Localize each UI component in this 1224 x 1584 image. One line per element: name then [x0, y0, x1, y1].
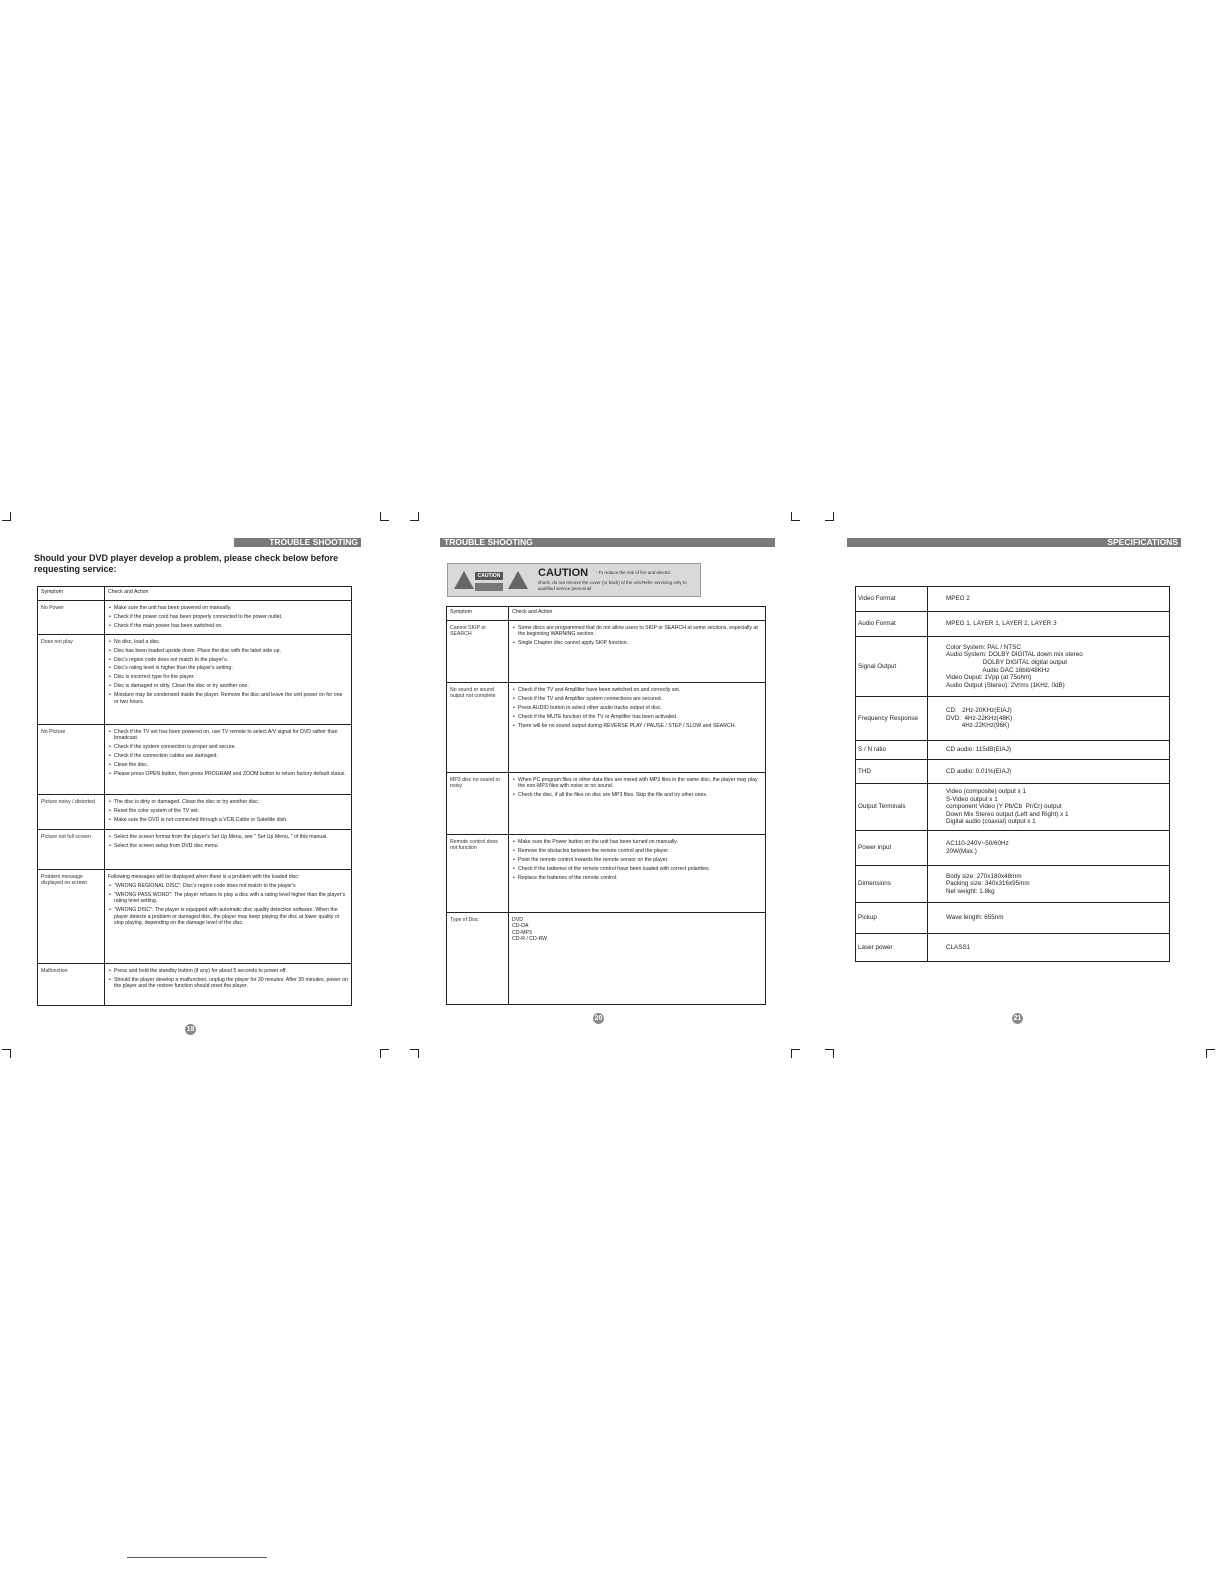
action-cell: [509, 835, 766, 913]
action-item: • Make sure the unit has been powered on manually.: [108, 605, 348, 611]
action-item: • Remove the obstacles between the remote control and the player.: [512, 848, 762, 854]
page-number: 21: [1013, 1015, 1022, 1022]
crop-mark: [791, 1049, 800, 1058]
crop-mark: [791, 512, 800, 521]
action-item: • Check if the batteries of the remote control have been loaded with correct polarities.: [512, 866, 762, 872]
action-item: • Disc is damaged or dirty. Clean the disc or try another one.: [108, 683, 348, 689]
spec-line: Net weight: 1.8kg: [946, 887, 995, 895]
table-row: [38, 794, 352, 829]
spec-value: [928, 903, 1170, 934]
spec-row: [856, 637, 1170, 697]
specifications-table: [855, 586, 1170, 962]
spec-line: Wave length: 655nm: [946, 914, 1004, 922]
column-header-action: Check and Action: [105, 587, 352, 601]
action-item: • The disc is dirty or damaged. Clean the disc or try another disc.: [108, 799, 348, 805]
spec-line: Body size: 270x180x48mm: [946, 872, 1022, 880]
symptom-cell: No sound or sound output not complete: [447, 683, 509, 773]
table-row: [447, 683, 766, 773]
action-item: • "WRONG DISC": The player is equipped with automatic disc quality detection software. When the player detects a problem or damaged disc, the player may keep playing the disc at lower quality or stop playing, depending on the damage level of the disc.: [108, 907, 348, 926]
spec-line: Audio System: DOLBY DIGITAL down mix stereo: [946, 651, 1083, 659]
spec-row: [856, 741, 1170, 760]
action-item: • Check if the system connection is proper and secure.: [108, 744, 348, 750]
action-item: • Check if the MUTE function of the TV or Amplifier has been activated.: [512, 714, 762, 720]
action-cell: [105, 601, 352, 635]
action-item: • Disc's rating level is higher than the player's setting.: [108, 665, 348, 671]
column-header-action: Check and Action: [509, 607, 766, 621]
spec-value: [928, 612, 1170, 637]
spec-line: 4Hz-22KHz(96K): [946, 722, 1010, 730]
caution-text-head: : To reduce the risk of fire and electric: [596, 570, 671, 575]
spec-line: MPEG 1, LAYER 1, LAYER 2, LAYER 3: [946, 620, 1057, 628]
spec-label: Video Format: [856, 587, 928, 612]
spec-label: Power input: [856, 831, 928, 866]
spec-line: CD audio: 115dB(EIAJ): [946, 746, 1011, 754]
link-underline: [127, 1557, 267, 1558]
action-item: • Check if the connection cables are damaged.: [108, 753, 348, 759]
symptom-cell: Problem message displayed on screen: [38, 869, 105, 963]
spec-row: [856, 831, 1170, 866]
troubleshooting-table-1: [37, 586, 352, 1006]
spec-label: Signal Output: [856, 637, 928, 697]
table-row: [38, 963, 352, 1005]
action-item: • Select the screen format from the player's Set Up Menu, see " Set Up Menu, " of this manual.: [108, 834, 348, 840]
spec-value: [928, 831, 1170, 866]
disc-type-line: CD-R / CD-RW: [512, 936, 548, 943]
table-row: [38, 724, 352, 794]
spec-line: Digital audio (coaxial) output x 1: [946, 818, 1036, 826]
spec-label: THD: [856, 760, 928, 784]
symptom-cell: Does not play: [38, 634, 105, 724]
table-header-row: [38, 587, 352, 601]
caution-label: [447, 563, 701, 597]
spec-row: [856, 784, 1170, 831]
symptom-cell: No Power: [38, 601, 105, 635]
spec-line: Packing size: 340x316x95mm: [946, 880, 1030, 888]
intro-text: Should your DVD player develop a problem, please check below before requesting service:: [34, 553, 339, 574]
symptom-cell: MP3 disc no sound or noisy: [447, 773, 509, 835]
troubleshooting-table-2: [446, 606, 766, 1005]
column-header-symptom: Symptom: [447, 607, 509, 621]
action-cell: [105, 829, 352, 869]
action-item: • Single Chapter disc cannot apply SKIP function.: [512, 640, 762, 646]
action-cell: [105, 724, 352, 794]
spec-line: DVD: 4Hz-22KHz(48K): [946, 714, 1013, 722]
spec-value: [928, 866, 1170, 903]
spec-label: Pickup: [856, 903, 928, 934]
table-row: [38, 634, 352, 724]
disc-type-line: DVD: [512, 917, 523, 923]
spec-value: [928, 934, 1170, 962]
disc-type-line: CD-MP3: [512, 929, 532, 936]
warning-triangle-icon: [508, 571, 528, 589]
spec-row: [856, 587, 1170, 612]
caution-sub-badge: [475, 583, 503, 591]
table-row: [447, 621, 766, 683]
spec-line: DOLBY DIGITAL digital output: [946, 658, 1067, 666]
spec-value: [928, 760, 1170, 784]
symptom-cell: Picture not full screen: [38, 829, 105, 869]
action-cell: [105, 794, 352, 829]
symptom-cell: Remote control does not function: [447, 835, 509, 913]
column-header-symptom: Symptom: [38, 587, 105, 601]
action-item: • Make sure the Power button on the unit has been turned on manually.: [512, 839, 762, 845]
action-item: • Replace the batteries of the remote control.: [512, 875, 762, 881]
action-item: • Disc is incorrect type for the player.: [108, 674, 348, 680]
symptom-cell: Malfunction: [38, 963, 105, 1005]
spec-row: [856, 934, 1170, 962]
page-number: 19: [186, 1026, 195, 1033]
spec-label: S / N ratio: [856, 741, 928, 760]
table-header-row: [447, 607, 766, 621]
symptom-cell: No Picture: [38, 724, 105, 794]
action-item: • Reset the color system of the TV set.: [108, 808, 348, 814]
crop-mark: [410, 512, 419, 521]
action-item: • Disc has been loaded upside down. Place the disc with the label side up.: [108, 648, 348, 654]
spec-line: Color System: PAL / NTSC: [946, 643, 1021, 651]
action-item: • No disc, load a disc.: [108, 639, 348, 645]
spec-label: Laser power: [856, 934, 928, 962]
action-item: • Check if the TV and Amplifier system connections are secured.: [512, 696, 762, 702]
section-header-bar: TROUBLE SHOOTING: [440, 538, 775, 547]
symptom-cell: Type of Disc: [447, 913, 509, 1005]
action-cell: [105, 869, 352, 963]
spec-label: Frequency Response: [856, 697, 928, 741]
spec-line: 20W(Max.): [946, 848, 977, 855]
spec-row: [856, 866, 1170, 903]
spec-line: CD audio: 0.01%(EIAJ): [946, 767, 1012, 775]
table-row: [447, 773, 766, 835]
spec-value: [928, 784, 1170, 831]
crop-mark: [825, 512, 834, 521]
spec-line: S-Video output x 1: [946, 795, 998, 803]
caution-text: shock, do not remove the cover (or back) of the unit.Refer servicing only to qualified service personnel.: [538, 580, 687, 591]
action-item: • Press AUDIO button to select other audio tracks output of disc.: [512, 705, 762, 711]
action-item: • Press and hold the standby button (if any) for about 5 seconds to power off.: [108, 968, 348, 974]
table-row: [447, 913, 766, 1005]
table-row: [38, 601, 352, 635]
action-item: • Check if the TV and Amplifier have been switched on,and correctly set.: [512, 687, 762, 693]
action-item: • Point the remote control towards the remote sensor on the player.: [512, 857, 762, 863]
action-cell: [105, 634, 352, 724]
action-item: • Check if the main power has been switched on.: [108, 623, 348, 629]
action-item: • Make sure the DVD is not connected through a VCR,Cable or Satellite dish.: [108, 817, 348, 823]
section-header-bar: TROUBLE SHOOTING: [234, 538, 361, 547]
action-item: • Moisture may be condensed inside the player. Remove the disc and leave the unit power on for one or two hours.: [108, 692, 348, 705]
action-cell: [509, 913, 766, 1005]
crop-mark: [380, 512, 389, 521]
crop-mark: [2, 1049, 11, 1058]
crop-mark: [1206, 1049, 1215, 1058]
action-item: • Check if the TV set has been powered on, use TV remote to select A/V signal for DVD rather than broadcast.: [108, 729, 348, 742]
spec-line: Video Ouput: 1Vpp (at 75ohm): [946, 674, 1032, 682]
action-item: • There will be no sound output during REVERSE PLAY / PAUSE / STEP / SLOW and SEARCH.: [512, 723, 762, 729]
action-item: • Please press OPEN button, then press PROGRAM and ZOOM button to return factory default status.: [108, 771, 348, 777]
action-cell: [105, 963, 352, 1005]
action-item: • "WRONG PASS WORD": The player refuses to play a disc with a rating level higher than the player's rating level setting.: [108, 892, 348, 905]
crop-mark: [825, 1049, 834, 1058]
spec-label: Output Terminals: [856, 784, 928, 831]
spec-value: [928, 637, 1170, 697]
action-item: • When PC program files or other data files are mixed with MP3 files in the same disc, the player may play the non-MP3 files with noise or no sound.: [512, 777, 762, 790]
spec-line: AC110-240V~50/60Hz: [946, 840, 1009, 848]
spec-value: [928, 697, 1170, 741]
spec-line: Video (composite) output x 1: [946, 788, 1027, 796]
crop-mark: [2, 512, 11, 521]
action-cell: [509, 621, 766, 683]
warning-triangle-icon: [454, 571, 474, 589]
action-item: • Check the disc, if all the files on disc are MP3 files. Skip the file and try other ones.: [512, 792, 762, 798]
caution-title: CAUTION: [538, 567, 589, 579]
spec-value: [928, 587, 1170, 612]
symptom-cell: Cannot SKIP or SEARCH: [447, 621, 509, 683]
action-item: • "WRONG REGIONAL DISC": Disc's region code does not match to the player's: [108, 883, 348, 889]
action-item: • Check if the power cord has been properly connected to the power outlet.: [108, 614, 348, 620]
crop-mark: [410, 1049, 419, 1058]
spec-line: Audio Output (Stereo): 2Vrms (1KHz, 0dB): [946, 681, 1065, 689]
spec-line: MPEG 2: [946, 595, 970, 603]
action-intro: Following messages will be displayed when there is a problem with the loaded disc:: [108, 873, 300, 880]
spec-line: CLASS1: [946, 943, 971, 951]
action-item: • Clean the disc.: [108, 762, 348, 768]
table-row: [447, 835, 766, 913]
action-item: • Some discs are programmed that do not allow users to SKIP or SEARCH at some sections, especially at the beginning WARNING section.: [512, 625, 762, 638]
spec-line: CD: 2Hz-20KHz(EIAJ): [946, 707, 1012, 715]
spec-label: Dimensions: [856, 866, 928, 903]
symptom-cell: Picture noisy / distorted: [38, 794, 105, 829]
action-item: • Disc's region code does not match to the player's.: [108, 657, 348, 663]
action-item: • Should the player develop a malfunction, unplug the player for 30 minutes. After 30 minutes, power on the player and the restore function should reset the player.: [108, 977, 348, 990]
spec-row: [856, 903, 1170, 934]
disc-type-line: CD-DA: [512, 923, 529, 930]
spec-line: Audio DAC 16bit/48KHz: [946, 666, 1050, 674]
caution-badge: CAUTION: [475, 572, 503, 580]
spec-row: [856, 697, 1170, 741]
spec-label: Audio Format: [856, 612, 928, 637]
action-item: • Select the screen setup from DVD disc menu.: [108, 843, 348, 849]
table-row: [38, 829, 352, 869]
action-cell: [509, 773, 766, 835]
spec-line: Down Mix Stereo output (Left and Right) x 1: [946, 810, 1069, 818]
spec-line: component Video (Y Pb/Cb Pr/Cr) output: [946, 803, 1062, 811]
spec-row: [856, 612, 1170, 637]
crop-mark: [380, 1049, 389, 1058]
spec-row: [856, 760, 1170, 784]
action-cell: [509, 683, 766, 773]
spec-value: [928, 741, 1170, 760]
page-number: 20: [594, 1015, 603, 1022]
table-row: [38, 869, 352, 963]
section-header-bar: SPECIFICATIONS: [847, 538, 1181, 547]
